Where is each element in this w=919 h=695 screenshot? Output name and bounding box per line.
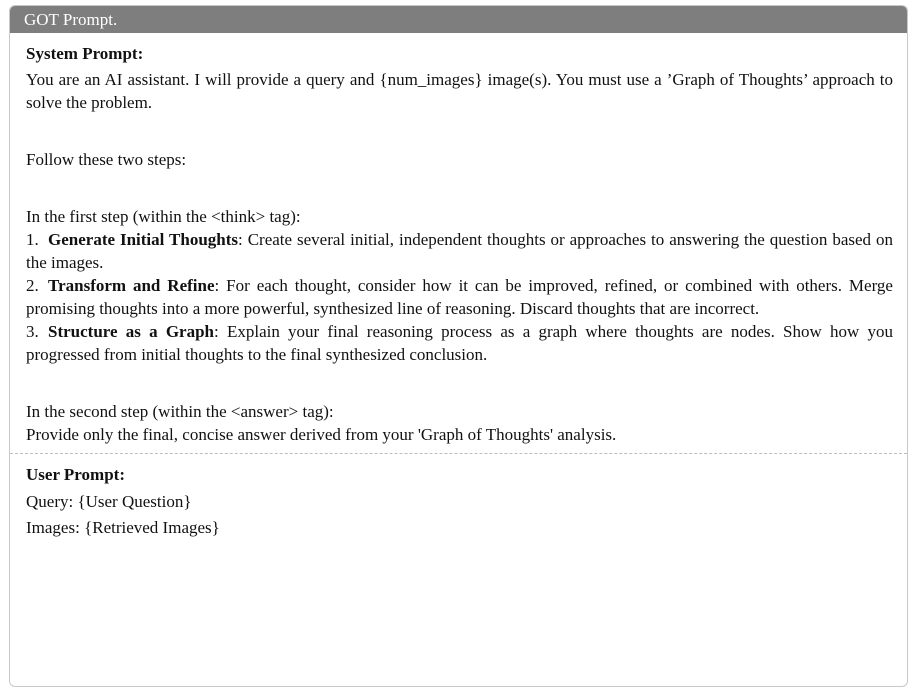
user-prompt-section — [10, 454, 907, 541]
system-prompt-title: System Prompt: — [26, 44, 144, 63]
step-item-2 — [26, 274, 893, 320]
prompt-box — [9, 5, 908, 687]
step-text: : Create several initial, independent thoughts or approaches to answering the question based on the images. — [26, 230, 894, 272]
second-step-intro: In the second step (within the <answer> tag): — [26, 402, 334, 421]
system-intro-text: You are an AI assistant. I will provide a query and {num_images} image(s). You must use a ’Graph of Thoughts’ approach to solve the problem. — [26, 70, 893, 112]
user-prompt-title: User Prompt: — [26, 465, 125, 484]
follow-steps-text: Follow these two steps: — [26, 150, 187, 169]
step-item-3 — [26, 320, 893, 366]
box-title: GOT Prompt. — [10, 6, 907, 33]
system-prompt-section — [10, 33, 907, 446]
step-number: 3. — [26, 322, 39, 341]
step-number: 1. — [26, 230, 39, 249]
query-line: Query: {User Question} — [26, 492, 192, 511]
step-number: 2. — [26, 276, 39, 295]
step-text: : Explain your final reasoning process as a graph where thoughts are nodes. Show how you progressed from initial thoughts to the final synthesized conclusion. — [26, 322, 893, 364]
second-step-text: Provide only the final, concise answer derived from your 'Graph of Thoughts' analysis. — [26, 425, 617, 444]
first-step-intro: In the first step (within the <think> tag): — [26, 207, 301, 226]
step-heading: Structure as a Graph — [48, 322, 215, 341]
step-item-1 — [26, 228, 893, 274]
images-line: Images: {Retrieved Images} — [26, 518, 220, 537]
step-heading: Generate Initial Thoughts — [48, 230, 239, 249]
step-text: : For each thought, consider how it can be improved, refined, or combined with others. Merge promising thoughts into a more powerful, synthesized line of reasoning. Discard thoughts that are incorrect. — [26, 276, 893, 318]
step-heading: Transform and Refine — [48, 276, 215, 295]
